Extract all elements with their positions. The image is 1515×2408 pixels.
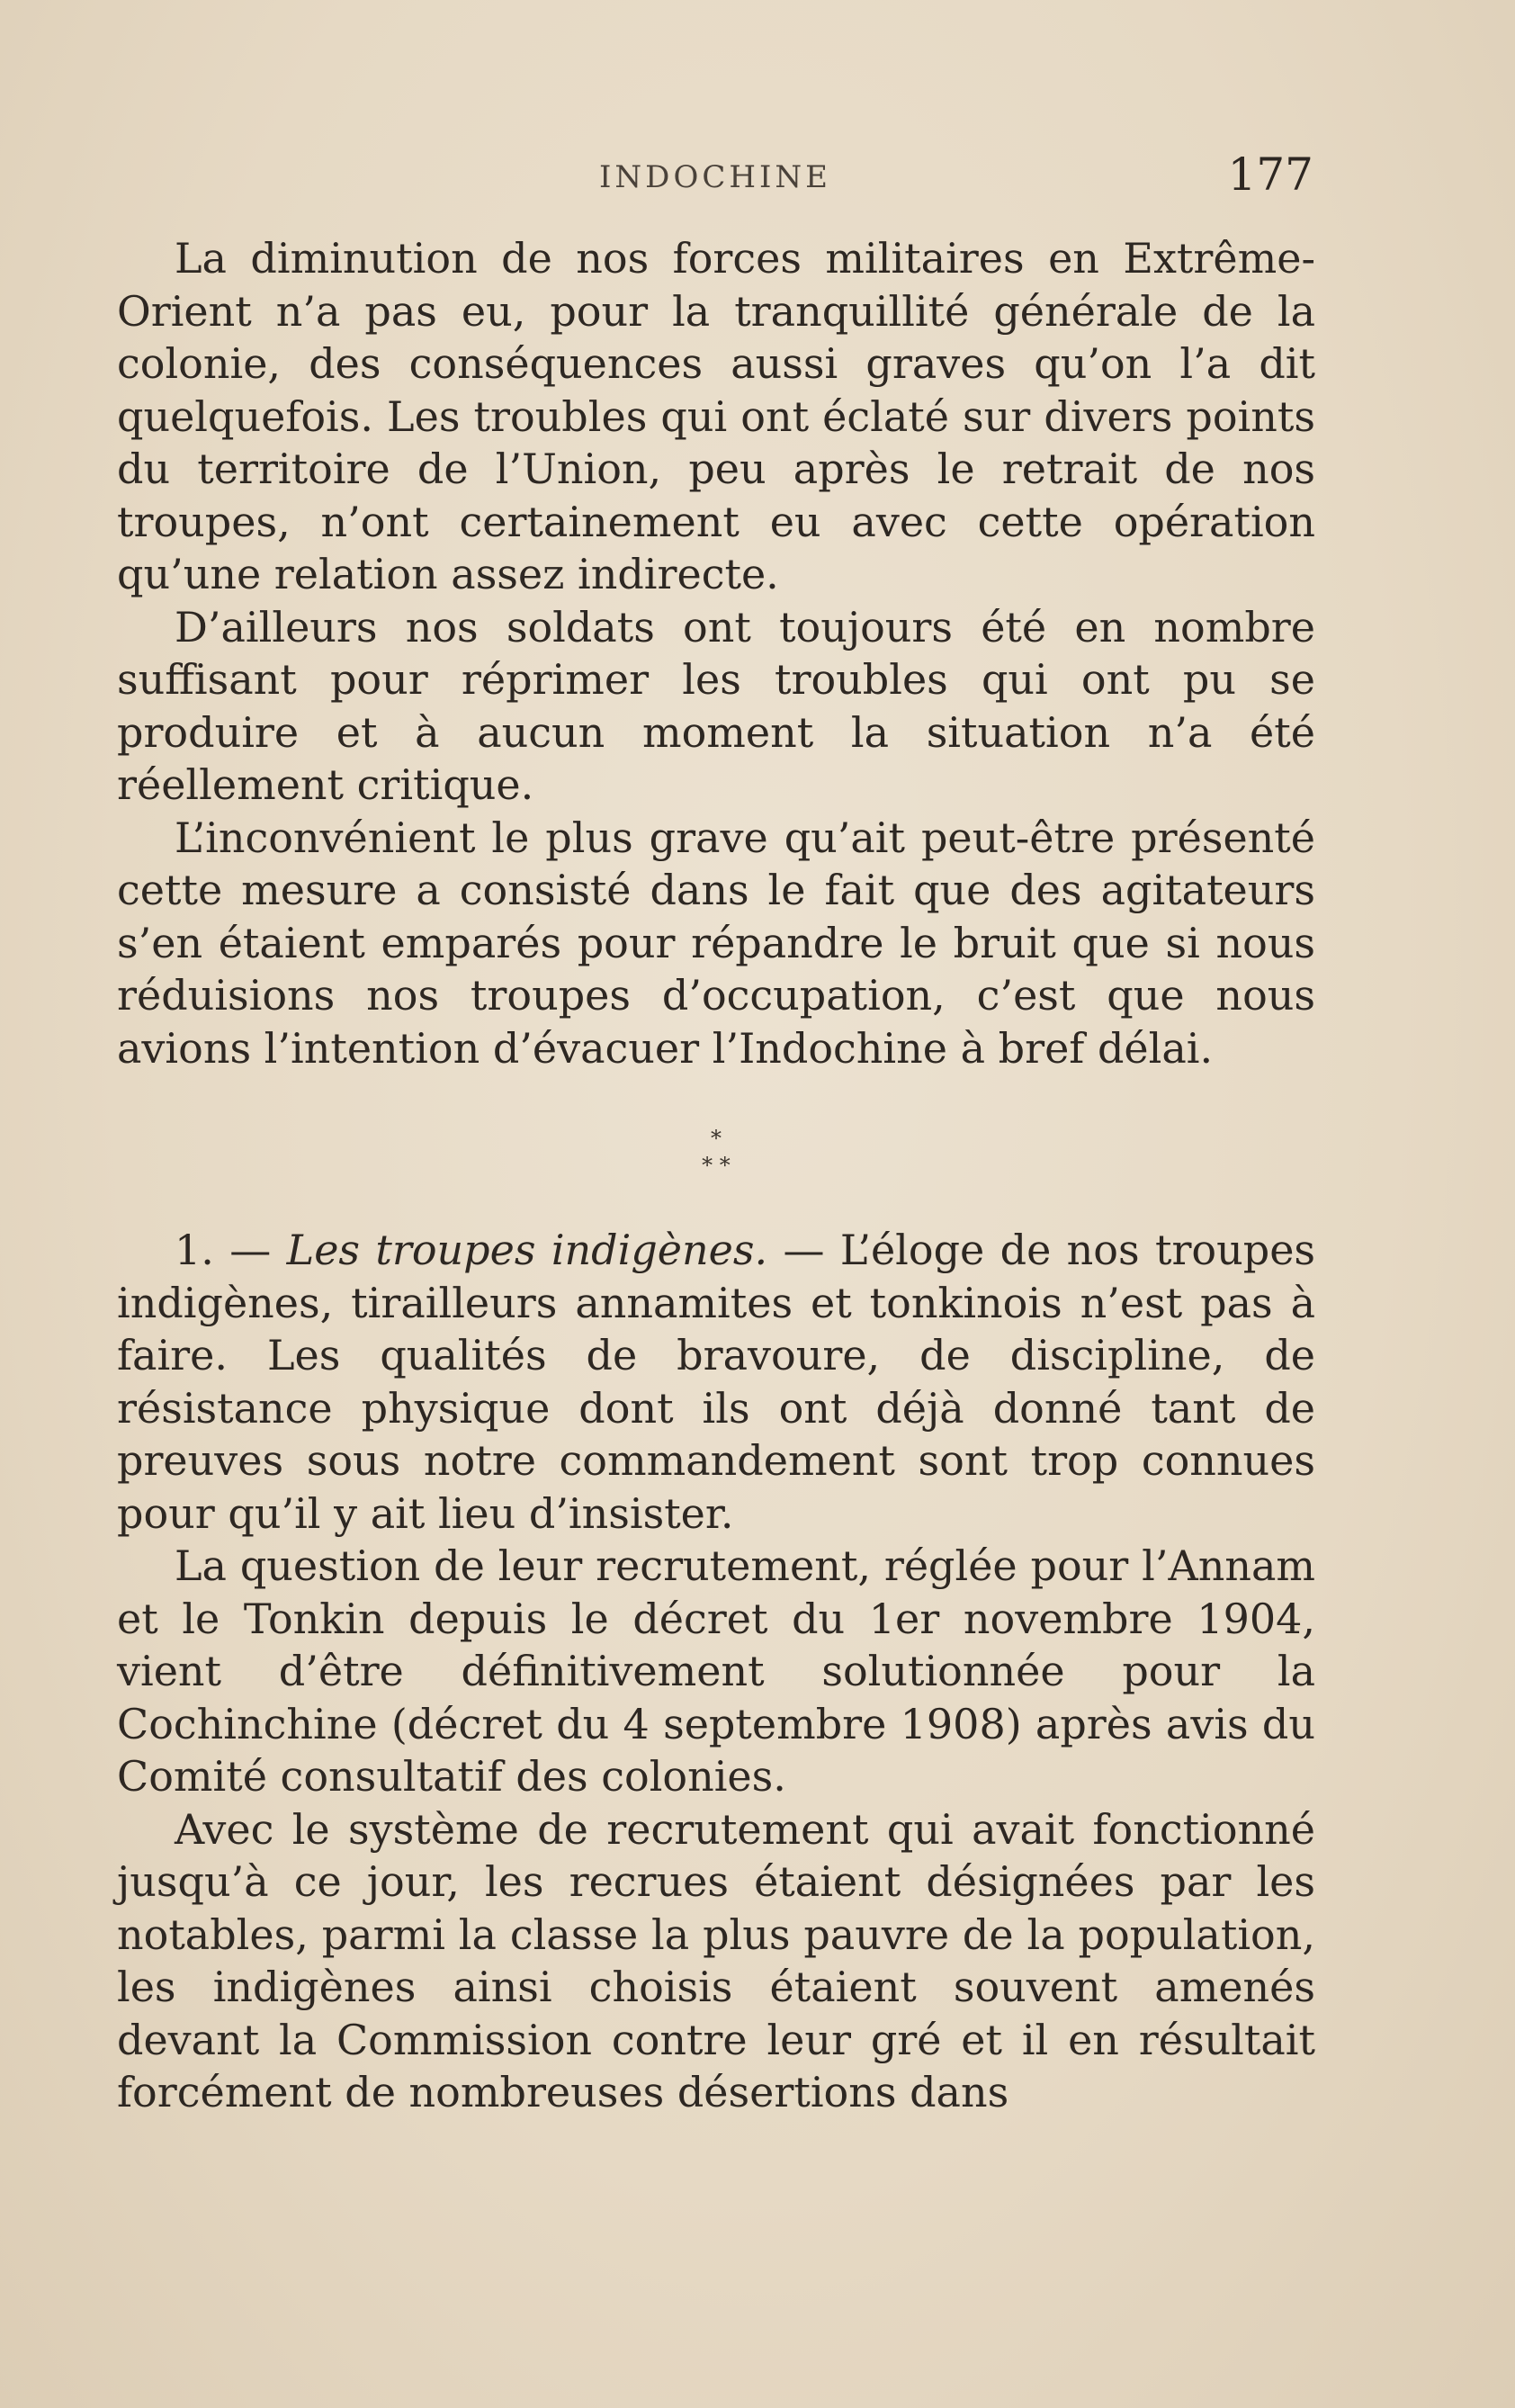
- paragraph: La question de leur recrutement, réglée pour l’Annam et le Tonkin depuis le décret du 1er novembre 1904, vient d’être définitivement solutionnée pour la Cochinchine (décret du 4 septembre 1908) après avis du Comité consultatif des colonies.: [117, 1541, 1315, 1801]
- body-text: [117, 232, 1315, 2119]
- asterism-bottom: * *: [702, 1153, 731, 1178]
- section-lead-text: — L’éloge de nos troupes indigènes, tirailleurs annamites et tonkinois n’est pas à faire. Les qualités de bravoure, de discipline, de résistance physique dont ils ont déjà donné tant de preuves sous notre commandement sont trop connues pour qu’il y ait lieu d’insister.: [117, 1226, 1316, 1538]
- section-paragraph: [117, 1224, 1315, 1540]
- section-number: 1. —: [175, 1226, 272, 1274]
- paragraph: Avec le système de recrutement qui avait fonctionné jusqu’à ce jour, les recrues étaient désignées par les notables, parmi la classe la plus pauvre de la population, les indigènes ainsi choisis étaient souvent amenés devant la Commission contre leur gré et il en résultait forcément de nombreuses désertions dans: [117, 1804, 1315, 2116]
- asterism-top: *: [711, 1126, 722, 1151]
- paragraph: La diminution de nos forces militaires en Extrême-Orient n’a pas eu, pour la tranquillité générale de la colonie, des conséquences aussi graves qu’on l’a dit quelquefois. Les troubles qui ont éclaté sur divers points du territoire de l’Union, peu après le retrait de nos troupes, n’ont certainement eu avec cette opération qu’une relation assez indirecte.: [117, 234, 1315, 598]
- running-head: INDOCHINE: [599, 159, 831, 195]
- section-separator: [117, 1125, 1315, 1179]
- paragraph: D’ailleurs nos soldats ont toujours été en nombre suffisant pour réprimer les troubles qui ont pu se produire et à aucun moment la situation n’a été réellement critique.: [117, 602, 1315, 809]
- page-number: 177: [1227, 148, 1313, 201]
- section-title: Les troupes indigènes.: [286, 1226, 768, 1274]
- page-header: [117, 148, 1313, 202]
- paragraph: L’inconvénient le plus grave qu’ait peut-être présenté cette mesure a consisté dans le fait que des agitateurs s’en étaient emparés pour répandre le bruit que si nous réduisions nos troupes d’occupation, c’est que nous avions l’intention d’évacuer l’Indochine à bref délai.: [117, 813, 1315, 1073]
